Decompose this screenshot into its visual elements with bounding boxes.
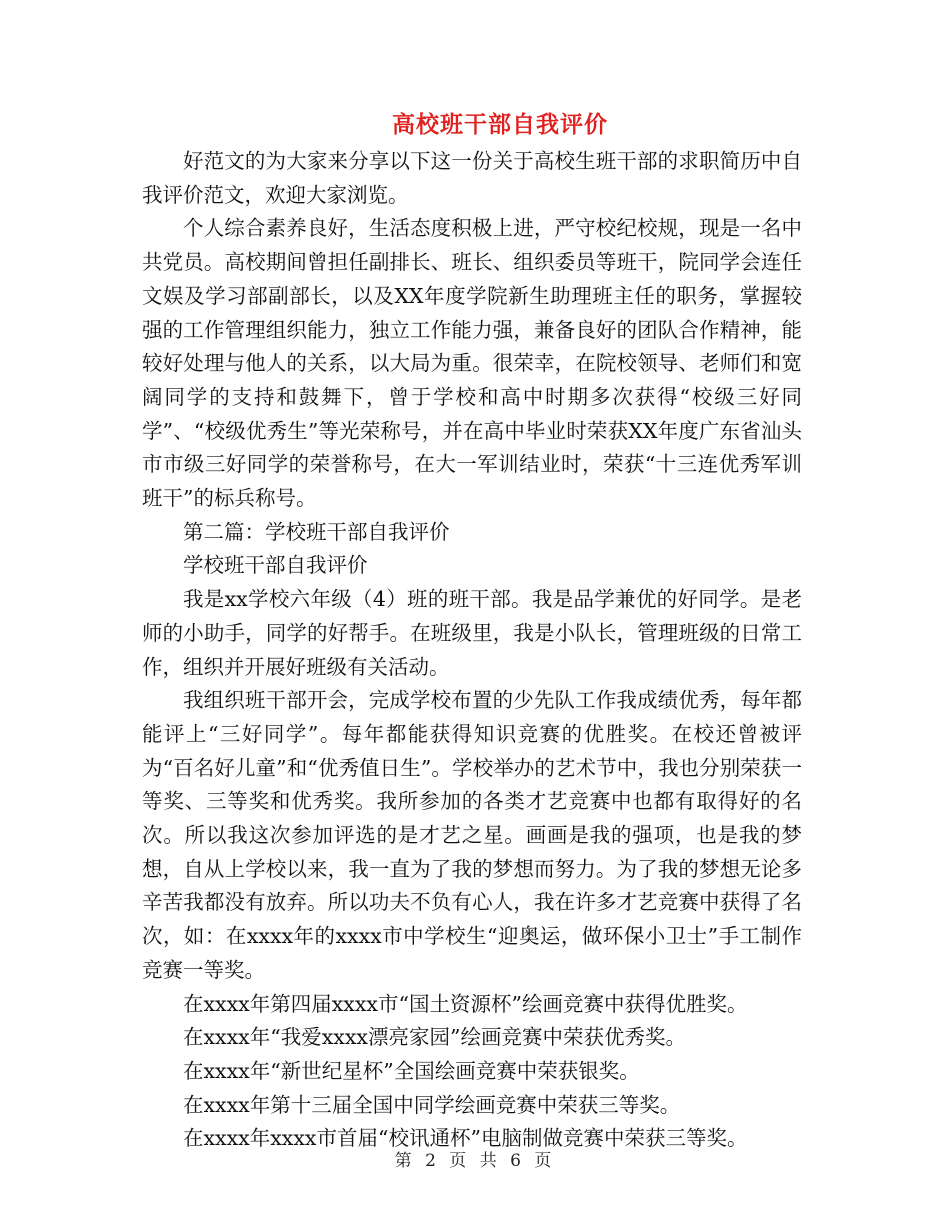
paragraph: 我是xx学校六年级（4）班的班干部。我是品学兼优的好同学。是老师的小助手，同学的好帮手。在班级里，我是小队长，管理班级的日常工作，组织并开展好班级有关活动。	[142, 587, 802, 679]
page-number-footer: 第 2 页 共 6 页	[394, 1151, 556, 1171]
paragraph: 好范文的为大家来分享以下这一份关于高校生班干部的求职简历中自我评价范文，欢迎大家浏览。	[142, 149, 802, 207]
award-item: 在xxxx年第四届xxxx市“国土资源杯”绘画竞赛中获得优胜奖。	[183, 991, 748, 1016]
award-item: 在xxxx年第十三届全国中同学绘画竞赛中荣获三等奖。	[183, 1092, 681, 1117]
award-item: 在xxxx年“新世纪星杯”全国绘画竞赛中荣获银奖。	[183, 1058, 640, 1083]
document-body	[142, 145, 802, 1156]
section-heading: 第二篇：学校班干部自我评价	[183, 519, 450, 544]
section-subheading: 学校班干部自我评价	[183, 553, 368, 578]
document-title: 高校班干部自我评价	[392, 112, 608, 138]
paragraph: 我组织班干部开会，完成学校布置的少先队工作我成绩优秀，每年都能评上“三好同学”。每年都能获得知识竞赛的优胜奖。在校还曾被评为“百名好儿童”和“优秀值日生”。学校举办的艺术节中，我也分别荣获一等奖、三等奖和优秀奖。我所参加的各类才艺竞赛中也都有取得好的名次。所以我这次参加评选的是才艺之星。画画是我的强项，也是我的梦想，自从上学校以来，我一直为了我的梦想而努力。为了我的梦想无论多辛苦我都没有放弃。所以功夫不负有心人，我在许多才艺竞赛中获得了名次，如：在xxxx年的xxxx市中学校生“迎奥运，做环保小卫士”手工制作竞赛一等奖。	[142, 688, 802, 982]
paragraph: 个人综合素养良好，生活态度积极上进，严守校纪校规，现是一名中共党员。高校期间曾担任副排长、班长、组织委员等班干，院同学会连任文娱及学习部副部长，以及XX年度学院新生助理班主任的职务，掌握较强的工作管理组织能力，独立工作能力强，兼备良好的团队合作精神，能较好处理与他人的关系，以大局为重。很荣幸，在院校领导、老师们和宽阔同学的支持和鼓舞下，曾于学校和高中时期多次获得“校级三好同学”、“校级优秀生”等光荣称号，并在高中毕业时荣获XX年度广东省汕头市市级三好同学的荣誉称号，在大一军训结业时，荣获“十三连优秀军训班干”的标兵称号。	[142, 216, 802, 511]
award-item: 在xxxx年xxxx市首届“校讯通杯”电脑制做竞赛中荣获三等奖。	[183, 1126, 748, 1151]
award-item: 在xxxx年“我爱xxxx漂亮家园”绘画竞赛中荣获优秀奖。	[183, 1025, 686, 1050]
